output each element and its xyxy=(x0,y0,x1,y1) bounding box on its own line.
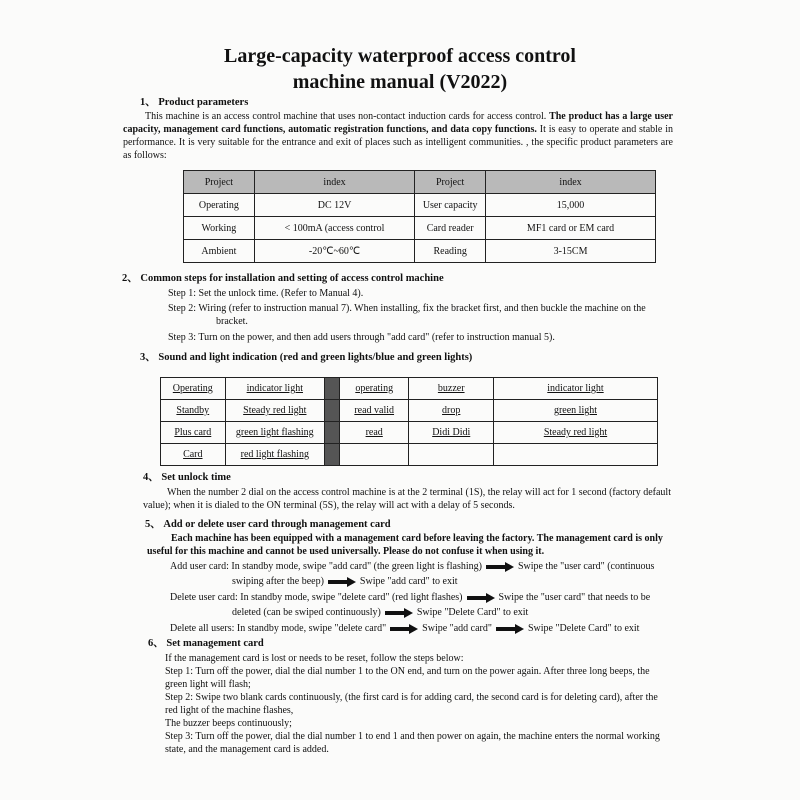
section-1-paragraph xyxy=(123,110,673,162)
line: The buzzer beeps continuously; xyxy=(165,718,292,729)
text: Delete all users: In standby mode, swipe "delete card" xyxy=(170,623,387,634)
table-cell: Project xyxy=(184,171,255,194)
text: deleted (can be swiped continuously) xyxy=(232,607,381,618)
arrow-right-icon xyxy=(496,625,524,633)
table-cell: red light flashing xyxy=(225,444,324,466)
table-cell: indicator light xyxy=(493,378,657,400)
step-1: Step 1: Turn off the power, dial the dial number 1 to the ON end, and turn on the power again. After three long beeps, the green light will flash; xyxy=(165,666,650,690)
table-row xyxy=(161,400,658,422)
table-cell: green light xyxy=(493,400,657,422)
table-cell: User capacity xyxy=(415,194,486,217)
text: Swipe the "user card" that needs to be xyxy=(498,592,651,603)
step-1: Step 1: Set the unlock time. (Refer to Manual 4). xyxy=(168,288,364,299)
table-cell: Ambient xyxy=(184,240,255,263)
product-parameters-table xyxy=(183,170,656,263)
step-3: Step 3: Turn off the power, dial the dial number 1 to end 1 and then power on again, the machine enters the normal working state, and the management card is added. xyxy=(165,731,660,755)
table-cell: operating xyxy=(339,378,409,400)
text: Swipe "Delete Card" to exit xyxy=(527,623,640,634)
text: Swipe "Delete Card" to exit xyxy=(416,607,529,618)
section-5-instructions xyxy=(170,560,675,635)
table-cell: read valid xyxy=(339,400,409,422)
text: Add user card: In standby mode, swipe "add card" (the green light is flashing) xyxy=(170,561,482,572)
section-2-heading: 2、 Common steps for installation and setting of access control machine xyxy=(122,273,444,284)
table-cell: Didi Didi xyxy=(409,422,493,444)
arrow-right-icon xyxy=(467,594,495,602)
section-6-steps xyxy=(165,652,673,756)
step-3: Step 3: Turn on the power, and then add users through "add card" (refer to instruction manual 5). xyxy=(168,332,555,343)
table-cell: buzzer xyxy=(409,378,493,400)
table-row xyxy=(161,444,658,466)
text: This machine is an access control machine that uses non-contact induction cards for access control. xyxy=(145,111,550,122)
arrow-right-icon xyxy=(486,563,514,571)
text: Swipe the "user card" (continuous xyxy=(517,561,655,572)
table-cell xyxy=(339,444,409,466)
table-cell: < 100mA (access control xyxy=(254,217,414,240)
table-cell xyxy=(493,444,657,466)
table-cell: Working xyxy=(184,217,255,240)
section-4-heading: 4、 Set unlock time xyxy=(143,472,231,483)
table-cell xyxy=(325,422,340,444)
arrow-right-icon xyxy=(390,625,418,633)
section-2-steps xyxy=(168,287,673,344)
table-row xyxy=(184,217,656,240)
line: If the management card is lost or needs to be reset, follow the steps below: xyxy=(165,653,464,664)
arrow-right-icon xyxy=(328,578,356,586)
section-3-heading: 3、 Sound and light indication (red and green lights/blue and green lights) xyxy=(140,352,473,363)
table-header-row xyxy=(161,378,658,400)
section-5-paragraph: Each machine has been equipped with a management card before leaving the factory. The management card is only useful for this machine and cannot be used universally. Please do not confuse it when using it. xyxy=(147,533,663,557)
table-cell: Card xyxy=(161,444,226,466)
table-cell: green light flashing xyxy=(225,422,324,444)
table-cell: drop xyxy=(409,400,493,422)
text-bold: The product has a large user capacity, management card functions, automatic registration functions, and data copy functions. xyxy=(123,111,673,135)
table-cell: index xyxy=(254,171,414,194)
section-6-heading: 6、 Set management card xyxy=(148,638,264,649)
text: It is easy to operate and stable in performance. It is very suitable for the entrance and exit of places such as intelligent communities. , the specific product parameters are as follows: xyxy=(123,124,673,161)
table-cell: DC 12V xyxy=(254,194,414,217)
table-cell: Card reader xyxy=(415,217,486,240)
text: Swipe "add card" to exit xyxy=(359,576,458,587)
table-cell: 15,000 xyxy=(486,194,656,217)
table-cell: Steady red light xyxy=(225,400,324,422)
table-cell: Operating xyxy=(184,194,255,217)
title-line-1: Large-capacity waterproof access control xyxy=(224,45,576,67)
table-row xyxy=(161,422,658,444)
table-header-row xyxy=(184,171,656,194)
text: swiping after the beep) xyxy=(232,576,324,587)
section-4-paragraph: When the number 2 dial on the access control machine is at the 2 terminal (1S), the relay will act for 1 second (factory default value); when it is dialed to the ON terminal (5S), the relay will act with a delay of 5 seconds. xyxy=(143,487,671,511)
table-cell xyxy=(325,378,340,400)
text: Delete user card: In standby mode, swipe "delete card" (red light flashes) xyxy=(170,592,463,603)
table-cell: 3-15CM xyxy=(486,240,656,263)
table-cell: Steady red light xyxy=(493,422,657,444)
table-cell: read xyxy=(339,422,409,444)
table-cell: Standby xyxy=(161,400,226,422)
sound-light-table xyxy=(160,377,658,466)
section-5-heading: 5、 Add or delete user card through management card xyxy=(145,519,391,530)
table-cell: index xyxy=(486,171,656,194)
table-cell: MF1 card or EM card xyxy=(486,217,656,240)
table-cell xyxy=(409,444,493,466)
table-cell: Operating xyxy=(161,378,226,400)
step-2: Step 2: Wiring (refer to instruction manual 7). When installing, fix the bracket first, and then buckle the machine on the bracket. xyxy=(168,303,646,327)
table-cell xyxy=(325,444,340,466)
table-cell: indicator light xyxy=(225,378,324,400)
table-cell: -20℃~60℃ xyxy=(254,240,414,263)
text: Swipe "add card" xyxy=(422,623,492,634)
table-cell: Project xyxy=(415,171,486,194)
arrow-right-icon xyxy=(385,609,413,617)
table-row xyxy=(184,194,656,217)
table-cell: Plus card xyxy=(161,422,226,444)
step-2: Step 2: Swipe two blank cards continuously, (the first card is for adding card, the second card is for deleting card), after the red light of the machine flashes, xyxy=(165,692,658,716)
table-row xyxy=(184,240,656,263)
title-line-2: machine manual (V2022) xyxy=(292,71,508,93)
table-cell: Reading xyxy=(415,240,486,263)
table-cell xyxy=(325,400,340,422)
section-1-heading: 1、 Product parameters xyxy=(140,97,249,108)
